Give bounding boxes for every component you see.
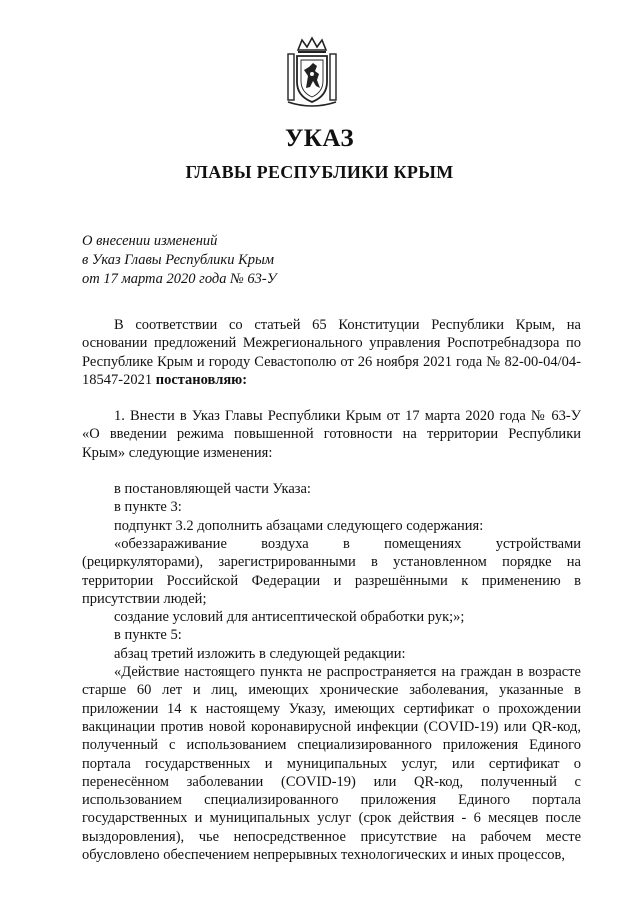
- item-air-disinfection: «обеззараживание воздуха в помещениях устройствами (рециркуляторами), зарегистрированными в установленном порядке на территории Российской Федерации и разрешёнными к применению в присутствии людей;: [82, 535, 581, 607]
- item-antiseptic: создание условий для антисептической обработки рук;»;: [114, 609, 465, 626]
- document-body: [82, 316, 581, 864]
- item-point-5: в пункте 5:: [114, 627, 182, 644]
- item-action-text: «Действие настоящего пункта не распространяется на граждан в возрасте старше 60 лет и лиц, имеющих хронические заболевания, указанные в приложении 14 к настоящему Указу, имеющих сертификат о прохождении вакцинации против новой коронавирусной инфекции (COVID-19) или QR-код, полученный с использованием специализированного приложения Единого портала государственных и муниципальных услуг, или сертификат о перенесённом заболевании (COVID-19) или QR-код, полученный с использованием специализированного приложения Единого портала государственных и муниципальных услуг (срок действия - 6 месяцев после выздоровления), чье непосредственное присутствие на рабочем месте обусловлено обеспечением непрерывных технологических и иных процессов,: [82, 664, 581, 864]
- subject-line: в Указ Главы Республики Крым: [82, 252, 275, 268]
- subject-line: О внесении изменений: [82, 233, 218, 249]
- item-paragraph-3: абзац третий изложить в следующей редакции:: [114, 645, 406, 662]
- preamble-text: В соответствии со статьей 65 Конституции Республики Крым, на основании предложений Межрегионального управления Роспотребнадзора по Республике Крым и городу Севастополю от 26 ноября 2021 года № 82-00-04/04-18547-2021: [82, 317, 581, 388]
- issuer-title: ГЛАВЫ РЕСПУБЛИКИ КРЫМ: [185, 162, 454, 182]
- document-subject: [82, 232, 382, 289]
- item-part: в постановляющей части Указа:: [114, 481, 311, 498]
- clause-1-paragraph: 1. Внести в Указ Главы Республики Крым от 17 марта 2020 года № 63-У «О введении режима повышенной готовности на территории Республики Крым» следующие изменения:: [82, 408, 581, 461]
- item-subpoint-3-2: подпункт 3.2 дополнить абзацами следующего содержания:: [114, 517, 484, 534]
- coat-of-arms-icon: [282, 36, 342, 108]
- subject-line: от 17 марта 2020 года № 63-У: [82, 271, 277, 287]
- resolve-word: постановляю:: [155, 371, 248, 388]
- preamble-paragraph: [82, 316, 581, 389]
- item-point-3: в пункте 3:: [114, 499, 182, 516]
- document-type-title: УКАЗ: [284, 125, 355, 152]
